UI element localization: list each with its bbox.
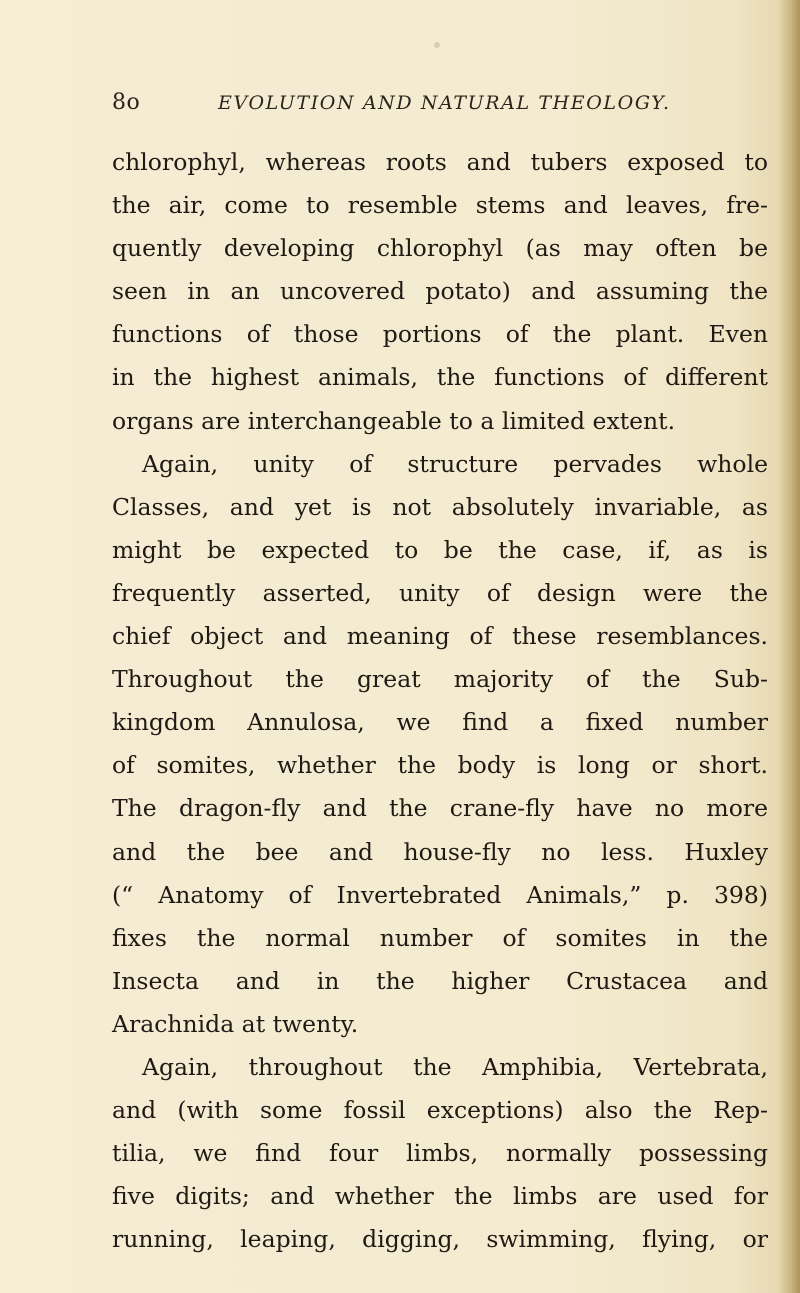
text-line: and (with some fossil exceptions) also the Rep- bbox=[112, 1096, 768, 1125]
paragraph bbox=[112, 1046, 768, 1261]
text-line: the air, come to resemble stems and leaves, fre- bbox=[112, 191, 768, 220]
text-line: quently developing chlorophyl (as may often be bbox=[112, 234, 768, 263]
text-line: The dragon-fly and the crane-fly have no more bbox=[112, 794, 768, 823]
text-line: Classes, and yet is not absolutely invariable, as bbox=[112, 492, 768, 521]
text-line: five digits; and whether the limbs are used for bbox=[112, 1182, 768, 1211]
page-number: 8o bbox=[112, 90, 141, 115]
text-line: frequently asserted, unity of design were the bbox=[112, 578, 768, 607]
text-line: seen in an uncovered potato) and assuming the bbox=[112, 277, 768, 306]
text-line: tilia, we find four limbs, normally possessing bbox=[112, 1139, 768, 1168]
paragraph bbox=[112, 141, 768, 443]
running-head: EVOLUTION AND NATURAL THEOLOGY. bbox=[218, 92, 671, 114]
text-line: chlorophyl, whereas roots and tubers exposed to bbox=[112, 148, 768, 176]
page-edge-shadow bbox=[778, 0, 800, 1293]
text-line: in the highest animals, the functions of different bbox=[112, 363, 768, 392]
text-line: (“ Anatomy of Invertebrated Animals,” p. 398) bbox=[112, 880, 768, 909]
paragraph bbox=[112, 443, 768, 1046]
text-line: Arachnida at twenty. bbox=[112, 1009, 359, 1038]
text-line: might be expected to be the case, if, as is bbox=[112, 535, 768, 564]
text-line: Again, throughout the Amphibia, Vertebrata, bbox=[142, 1052, 768, 1081]
paper-speck bbox=[434, 42, 440, 48]
body-text bbox=[112, 141, 768, 1261]
text-line: Throughout the great majority of the Sub- bbox=[112, 665, 768, 694]
text-line: kingdom Annulosa, we find a fixed number bbox=[112, 708, 768, 737]
text-line: running, leaping, digging, swimming, flying, or bbox=[112, 1225, 768, 1254]
text-line: of somites, whether the body is long or short. bbox=[112, 751, 768, 780]
text-line: Again, unity of structure pervades whole bbox=[142, 449, 768, 478]
text-line: functions of those portions of the plant. Even bbox=[112, 320, 768, 349]
text-line: chief object and meaning of these resemblances. bbox=[112, 622, 768, 651]
text-line: and the bee and house-fly no less. Huxley bbox=[112, 837, 768, 866]
text-line: Insecta and in the higher Crustacea and bbox=[112, 966, 768, 995]
text-line: organs are interchangeable to a limited extent. bbox=[112, 406, 676, 435]
text-line: fixes the normal number of somites in the bbox=[112, 923, 768, 952]
page-header bbox=[112, 90, 762, 120]
